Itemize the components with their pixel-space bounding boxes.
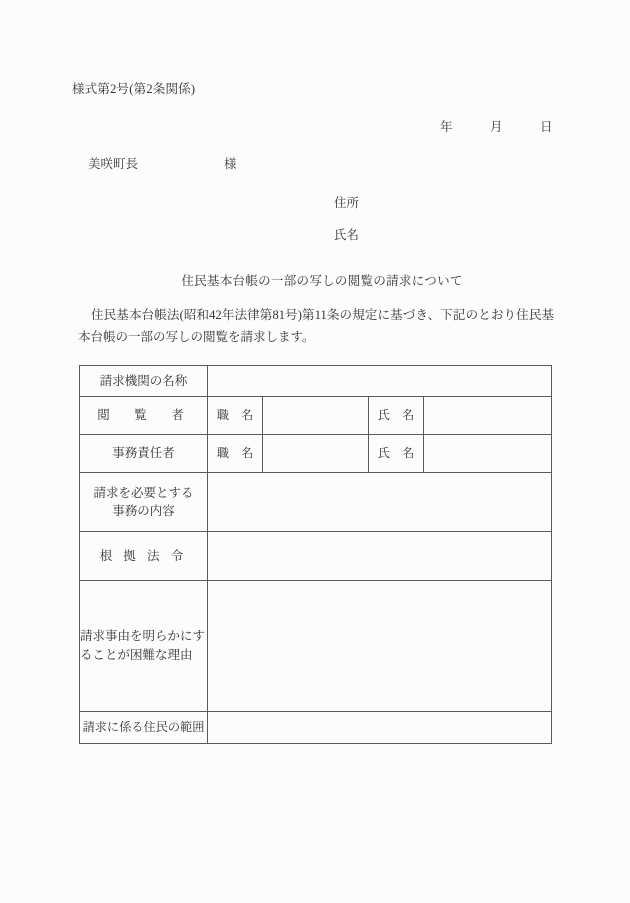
row-sublabel-officer-title: 職 名 — [208, 435, 263, 473]
body-paragraph: 住民基本台帳法(昭和42年法律第81号)第11条の規定に基づき、下記のとおり住民基本台帳の一部の写しの閲覧を請求します。 — [78, 308, 554, 344]
addressee-honorific: 様 — [224, 157, 237, 171]
addressee — [88, 154, 237, 172]
row-label-difficulty-reason-line2: ることが困難な理由 — [80, 648, 193, 662]
table-row — [80, 397, 552, 435]
row-value-resident-scope[interactable] — [208, 712, 552, 744]
row-label-resident-scope: 請求に係る住民の範囲 — [80, 712, 208, 744]
form-number: 様式第2号(第2条関係) — [72, 82, 196, 96]
row-value-viewer-title[interactable] — [263, 397, 369, 435]
row-sublabel-viewer-title: 職 名 — [208, 397, 263, 435]
row-value-officer-title[interactable] — [263, 435, 369, 473]
row-label-difficulty-reason — [80, 581, 208, 712]
row-value-difficulty-reason[interactable] — [208, 581, 552, 712]
row-value-officer-name[interactable] — [424, 435, 552, 473]
applicant-address-label: 住所 — [334, 196, 360, 210]
row-label-viewer: 閲 覧 者 — [80, 397, 208, 435]
addressee-name: 美咲町長 — [88, 157, 139, 171]
page-title: 住民基本台帳の一部の写しの閲覧の請求について — [181, 274, 463, 288]
row-sublabel-officer-name: 氏 名 — [369, 435, 424, 473]
applicant-name-label: 氏名 — [334, 228, 360, 242]
applicant-block — [334, 193, 359, 243]
row-label-purpose-line2: 事務の内容 — [112, 504, 175, 518]
table-row — [80, 435, 552, 473]
table-row — [80, 581, 552, 712]
row-value-legal-basis[interactable] — [208, 532, 552, 581]
table-row — [80, 532, 552, 581]
row-sublabel-viewer-name: 氏 名 — [369, 397, 424, 435]
row-label-legal-basis: 根 拠 法 令 — [80, 532, 208, 581]
row-value-purpose[interactable] — [208, 473, 552, 532]
row-value-requesting-organization[interactable] — [208, 366, 552, 397]
row-label-purpose — [80, 473, 208, 532]
request-form-table — [79, 365, 552, 744]
date-line: 年 月 日 — [440, 120, 553, 134]
row-label-purpose-line1: 請求を必要とする — [93, 485, 194, 500]
table-row — [80, 473, 552, 532]
row-value-viewer-name[interactable] — [424, 397, 552, 435]
table-row — [80, 366, 552, 397]
row-label-difficulty-reason-line1: 請求事由を明らかにす — [80, 628, 206, 643]
table-row — [80, 712, 552, 744]
row-label-requesting-organization: 請求機関の名称 — [80, 366, 208, 397]
row-label-responsible-officer: 事務責任者 — [80, 435, 208, 473]
